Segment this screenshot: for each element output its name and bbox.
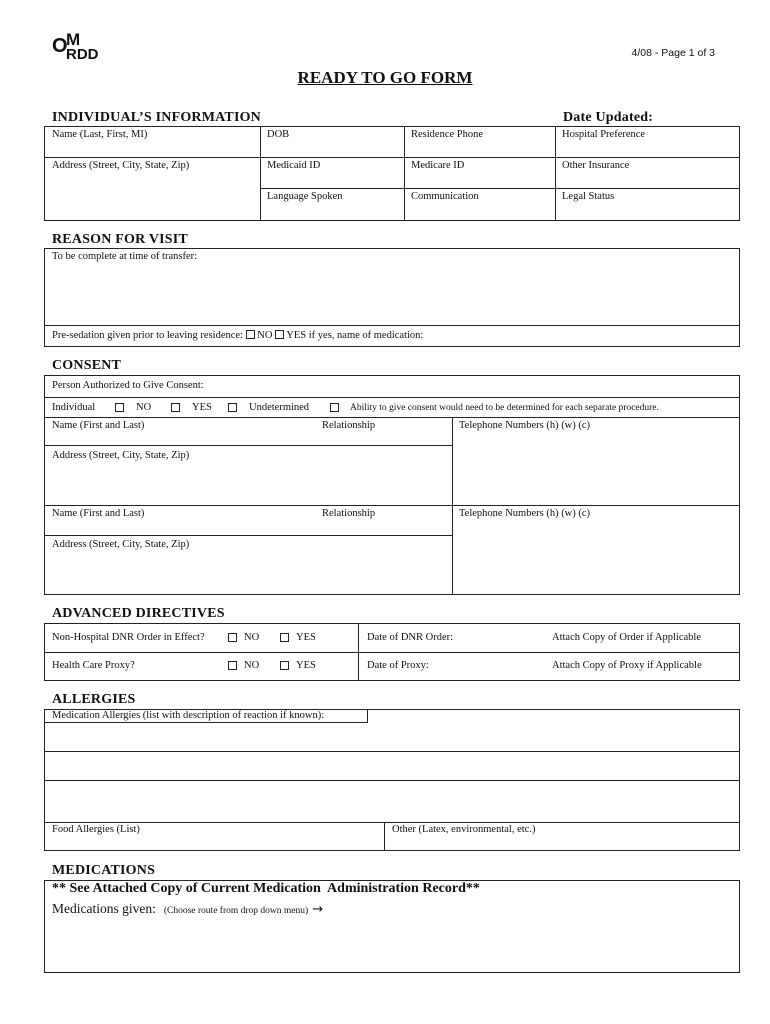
person2-address-field[interactable]: Address (Street, City, State, Zip) <box>52 539 190 550</box>
other-insurance-field[interactable]: Other Insurance <box>562 160 630 171</box>
consent-heading: CONSENT <box>52 358 122 373</box>
dnr-yes-label: YES <box>296 632 316 643</box>
person1-phone-field[interactable]: Telephone Numbers (h) (w) (c) <box>459 420 591 431</box>
person2-phone-field[interactable]: Telephone Numbers (h) (w) (c) <box>459 508 591 519</box>
dnr-label: Non-Hospital DNR Order in Effect? <box>52 632 205 643</box>
reason-heading: REASON FOR VISIT <box>52 232 188 247</box>
svg-text:M: M <box>66 30 81 49</box>
legal-status-field[interactable]: Legal Status <box>562 191 615 202</box>
medication-allergies-field[interactable]: Medication Allergies (list with description of reaction if known): <box>52 710 325 721</box>
individual-table <box>44 126 740 221</box>
proxy-yes-label: YES <box>296 660 316 671</box>
dob-field[interactable]: DOB <box>267 129 290 140</box>
svg-text:RDD: RDD <box>66 46 99 62</box>
consent-yes-label: YES <box>192 402 212 413</box>
proxy-no-checkbox[interactable] <box>228 661 237 670</box>
omrdd-logo-mark <box>52 30 106 62</box>
transfer-reason-field[interactable]: To be complete at time of transfer: <box>52 251 198 262</box>
consent-no-label: NO <box>136 402 152 413</box>
medications-heading: MEDICATIONS <box>52 863 156 878</box>
consent-undetermined-label: Undetermined <box>249 402 310 413</box>
proxy-no-label: NO <box>244 660 260 671</box>
presedation-yes-checkbox[interactable] <box>275 330 284 339</box>
form-title: READY TO GO FORM <box>297 68 473 87</box>
presedation-no-checkbox[interactable] <box>246 330 255 339</box>
hospital-preference-field[interactable]: Hospital Preference <box>562 129 646 140</box>
omrdd-logo <box>52 30 106 62</box>
dnr-date-field[interactable]: Date of DNR Order: <box>367 632 454 643</box>
medications-given-label: Medications given: <box>52 901 156 916</box>
consent-undetermined-checkbox[interactable] <box>228 403 237 412</box>
food-allergies-field[interactable]: Food Allergies (List) <box>52 824 140 835</box>
presedation-no-label: NO <box>257 330 273 341</box>
proxy-date-field[interactable]: Date of Proxy: <box>367 660 429 671</box>
communication-field[interactable]: Communication <box>411 191 479 202</box>
address-field[interactable]: Address (Street, City, State, Zip) <box>52 160 190 171</box>
medications-given-row[interactable] <box>52 900 323 918</box>
individual-consent-label: Individual <box>52 402 96 413</box>
person1-relationship-field[interactable]: Relationship <box>322 420 376 431</box>
allergies-heading: ALLERGIES <box>52 692 136 707</box>
presedation-label: Pre-sedation given prior to leaving residence: <box>52 330 243 341</box>
individual-heading: INDIVIDUAL’S INFORMATION <box>52 110 261 125</box>
route-note: (Choose route from drop down menu) <box>163 906 309 916</box>
person2-name-field[interactable]: Name (First and Last) <box>52 508 145 519</box>
dnr-attach-note: Attach Copy of Order if Applicable <box>552 632 701 643</box>
date-updated-label: Date Updated: <box>563 110 654 125</box>
consent-yes-checkbox[interactable] <box>171 403 180 412</box>
person1-name-field[interactable]: Name (First and Last) <box>52 420 145 431</box>
attached-mar-note: ** See Attached Copy of Current Medication Administration Record** <box>52 881 480 896</box>
proxy-yes-checkbox[interactable] <box>280 661 289 670</box>
proxy-attach-note: Attach Copy of Proxy if Applicable <box>552 660 702 671</box>
dnr-yes-checkbox[interactable] <box>280 633 289 642</box>
presedation-yes-label: YES if yes, name of medication: <box>286 330 424 341</box>
authorized-person-field[interactable]: Person Authorized to Give Consent: <box>52 380 204 391</box>
dnr-no-label: NO <box>244 632 260 643</box>
other-allergies-field[interactable]: Other (Latex, environmental, etc.) <box>392 824 536 835</box>
residence-phone-field[interactable]: Residence Phone <box>411 129 484 140</box>
language-spoken-field[interactable]: Language Spoken <box>267 191 343 202</box>
medicaid-id-field[interactable]: Medicaid ID <box>267 160 321 171</box>
presedation-row <box>52 330 423 341</box>
consent-ability-note: Ability to give consent would need to be determined for each separate procedure. <box>350 403 659 413</box>
proxy-label: Health Care Proxy? <box>52 660 135 671</box>
page-info: 4/08 - Page 1 of 3 <box>631 47 715 59</box>
arrow-right-icon: → <box>312 902 324 917</box>
consent-ability-checkbox[interactable] <box>330 403 339 412</box>
consent-no-checkbox[interactable] <box>115 403 124 412</box>
person2-relationship-field[interactable]: Relationship <box>322 508 376 519</box>
name-field[interactable]: Name (Last, First, MI) <box>52 129 148 140</box>
person1-address-field[interactable]: Address (Street, City, State, Zip) <box>52 450 190 461</box>
svg-text:O: O <box>52 35 68 57</box>
directives-heading: ADVANCED DIRECTIVES <box>52 606 225 621</box>
medicare-id-field[interactable]: Medicare ID <box>411 160 465 171</box>
dnr-no-checkbox[interactable] <box>228 633 237 642</box>
